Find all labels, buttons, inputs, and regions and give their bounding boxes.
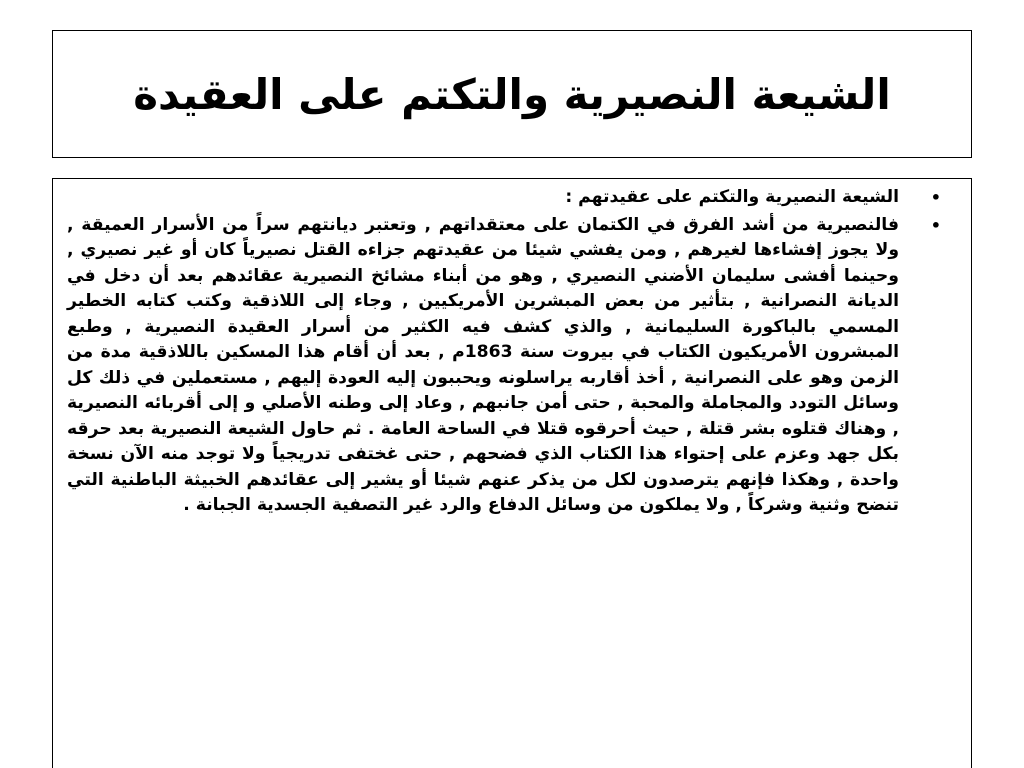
title-placeholder [52, 30, 972, 158]
bullet-item-heading [67, 185, 943, 211]
bullet-item-paragraph [67, 213, 943, 519]
content-placeholder [52, 178, 972, 768]
bullet-text: فالنصيرية من أشد الفرق في الكتمان على معتقداتهم , وتعتبر ديانتهم سراً من الأسرار العميقة , ولا يجوز إفشاءها لغيرهم , ومن يفشي شيئا من عقيدتهم جزاءه القتل نصيرياً كان أو غير نصيري , وحينما أفشى سليمان الأضني النصيري , وهو من أبناء مشائخ النصيرية عقائدهم بعد أن دخل في الديانة النصرانية , بتأثير من بعض المبشرين الأمريكيين , وجاء إلى اللاذقية وكتب كتابه الخطير المسمي بالباكورة السليمانية , والذي كشف فيه الكثير من أسرار العقيدة النصيرية , وطبع المبشرون الأمريكيون الكتاب في بيروت سنة 1863م , بعد أن أقام هذا المسكين باللاذقية مدة من الزمن وهو على النصرانية , أخذ أقاربه يراسلونه ويحببون إليه العودة إليهم , مستعملين في ذلك كل وسائل التودد والمجاملة والمحبة , حتى أمن جانبهم , وعاد إلى وطنه الأصلي و إلى أقربائه النصيرية , وهناك قتلوه بشر قتلة , حيث أحرقوه قتلا في الساحة العامة . ثم حاول الشيعة النصيرية بعد حرقه بكل جهد وعزم على إحتواء هذا الكتاب الذي فضحهم , حتى غختفى تدريجياً ولا توجد منه الآن نسخة واحدة , وهكذا فإنهم يترصدون لكل من يذكر عنهم شيئا أو يشير إلى عقائدهم الخبيثة الباطنية التي تنضح وثنية وشركاً , ولا يملكون من وسائل الدفاع والرد غير التصفية الجسدية الجبانة . [67, 214, 899, 515]
bullet-icon: • [930, 215, 941, 235]
bullet-icon: • [930, 188, 941, 207]
bullet-list [53, 179, 971, 519]
bullet-text: الشيعة النصيرية والتكتم على عقيدتهم : [565, 187, 899, 207]
slide-title: الشيعة النصيرية والتكتم على العقيدة [133, 69, 891, 119]
